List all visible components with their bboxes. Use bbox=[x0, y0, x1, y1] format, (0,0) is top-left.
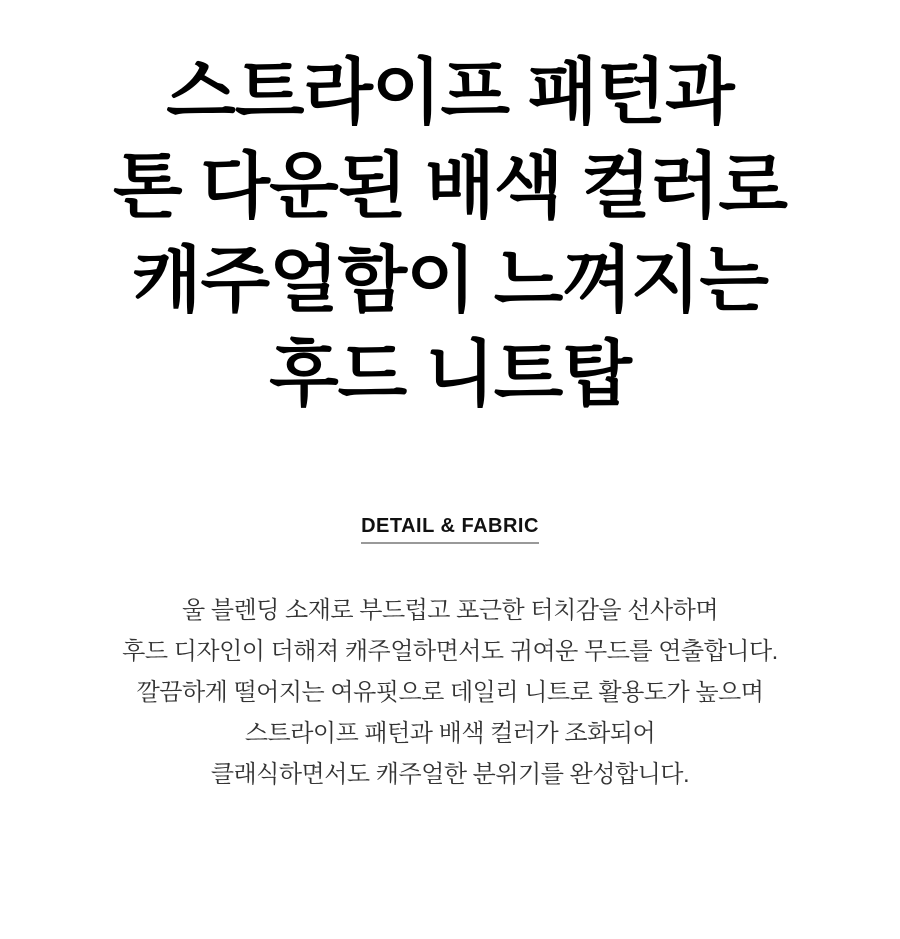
section-heading-detail-fabric: DETAIL & FABRIC bbox=[361, 514, 539, 544]
headline-line-1: 스트라이프 패턴과 bbox=[166, 53, 734, 133]
description-line-4: 스트라이프 패턴과 배색 컬러가 조화되어 bbox=[244, 720, 656, 747]
section-heading-container bbox=[0, 514, 900, 544]
product-headline bbox=[0, 0, 900, 422]
product-description-paragraph bbox=[0, 590, 900, 795]
description-line-5: 클래식하면서도 캐주얼한 분위기를 완성합니다. bbox=[210, 761, 690, 788]
headline-line-4: 후드 니트탑 bbox=[269, 335, 631, 415]
description-line-2: 후드 디자인이 더해져 캐주얼하면서도 귀여운 무드를 연출합니다. bbox=[122, 638, 778, 665]
description-line-3: 깔끔하게 떨어지는 여유핏으로 데일리 니트로 활용도가 높으며 bbox=[136, 679, 764, 706]
headline-line-3: 캐주얼함이 느껴지는 bbox=[132, 241, 768, 321]
headline-line-2: 톤 다운된 배색 컬러로 bbox=[113, 147, 787, 227]
description-line-1: 울 블렌딩 소재로 부드럽고 포근한 터치감을 선사하며 bbox=[181, 597, 719, 624]
